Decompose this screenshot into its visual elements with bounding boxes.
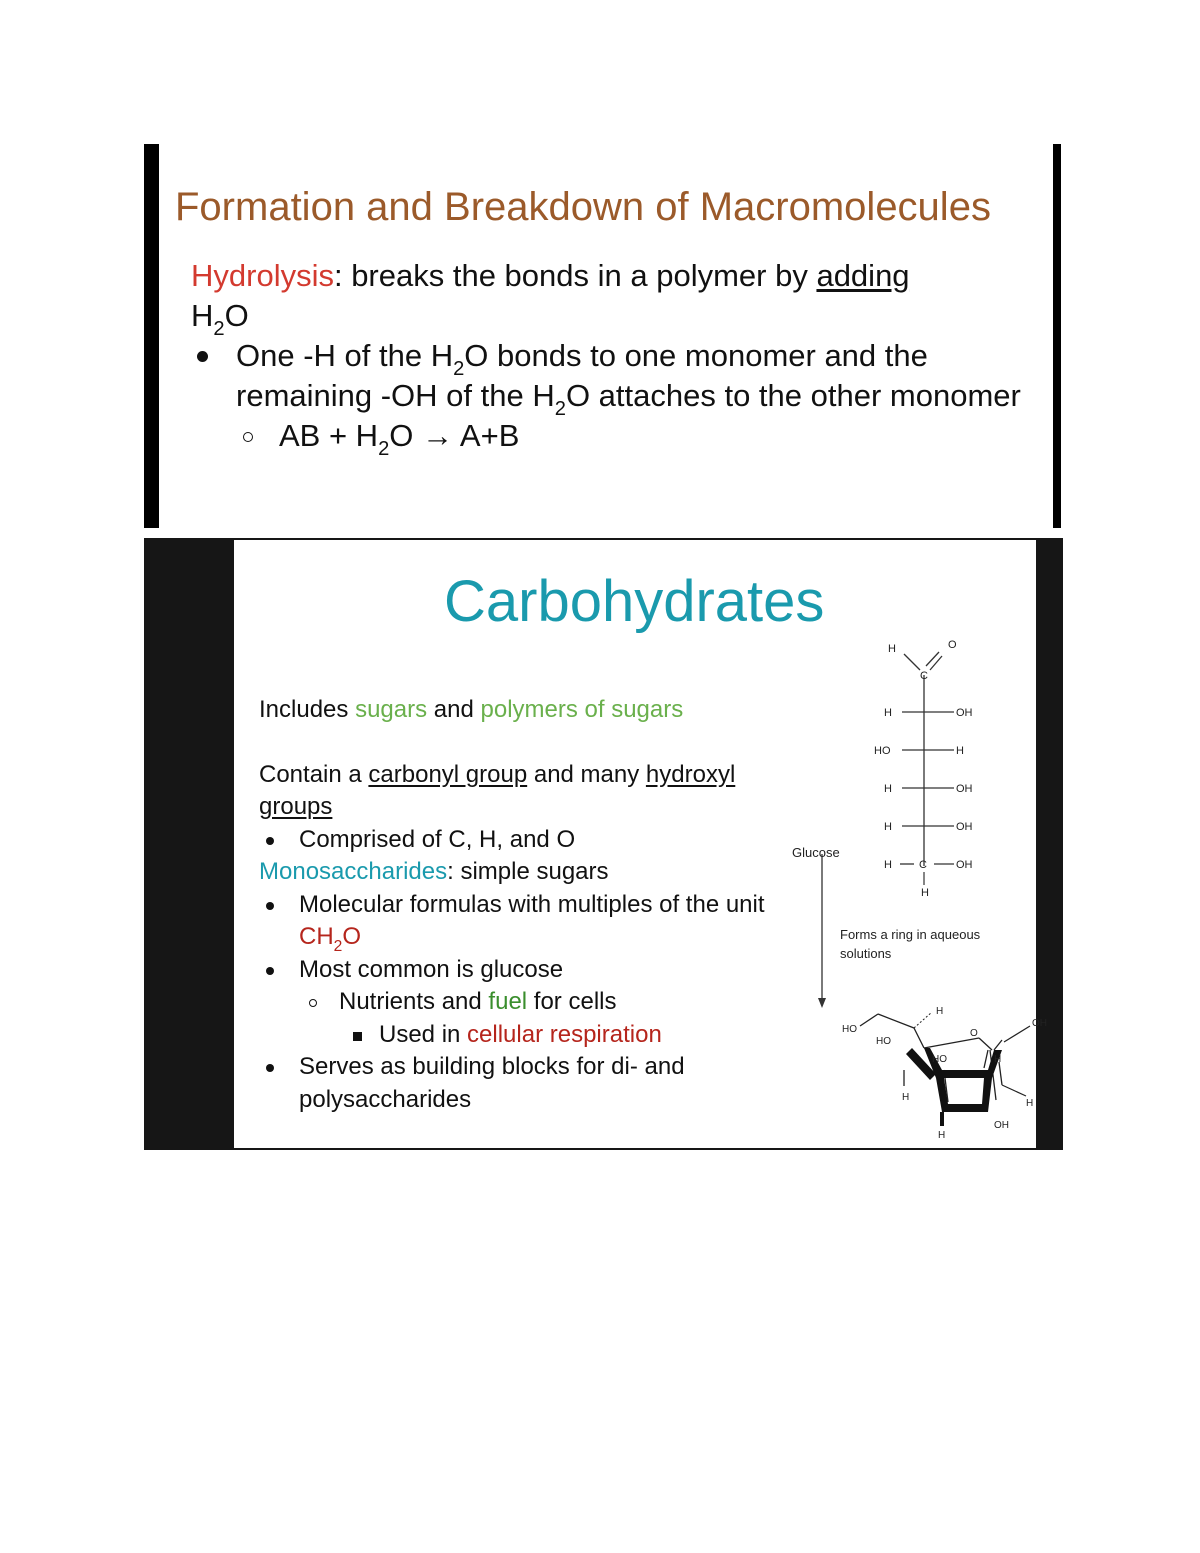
svg-text:OH: OH xyxy=(956,859,973,871)
svg-text:OH: OH xyxy=(1032,1018,1047,1029)
svg-text:H: H xyxy=(1026,1098,1034,1109)
svg-text:H: H xyxy=(936,1006,944,1017)
contain-line: Contain a carbonyl group and many hydroxyl groups xyxy=(259,760,736,820)
bullet-dot xyxy=(266,902,274,910)
slide2-content xyxy=(234,540,1047,1148)
svg-text:O: O xyxy=(948,639,957,651)
svg-text:H: H xyxy=(994,1054,1002,1065)
svg-text:H: H xyxy=(902,1092,910,1103)
svg-text:H: H xyxy=(884,783,892,795)
glucose-bullet: Most common is glucose xyxy=(259,954,779,987)
hydrolysis-equation: AB + $H_2O \to A+B$ xyxy=(191,416,1031,456)
adding-word: adding xyxy=(816,258,910,293)
nutrients-bullet: Nutrients and fuel for cells xyxy=(259,986,779,1019)
bullet-ring xyxy=(309,999,317,1007)
bullet-dot xyxy=(266,1064,274,1072)
bullet-dot xyxy=(266,967,274,975)
svg-text:H: H xyxy=(884,707,892,719)
bullet-dot xyxy=(266,837,274,845)
slide-carbohydrates xyxy=(144,538,1063,1150)
svg-text:HO: HO xyxy=(876,1036,891,1047)
svg-text:HO: HO xyxy=(842,1024,857,1035)
includes-line: Includes sugars and polymers of sugars xyxy=(259,696,684,723)
svg-text:H: H xyxy=(888,643,896,655)
ring-label-line1: Forms a ring in aqueous xyxy=(840,927,981,942)
slide2-title: Carbohydrates xyxy=(444,569,825,634)
comprised-bullet: Comprised of C, H, and O xyxy=(259,824,779,857)
serves-bullet: Serves as building blocks for di- and polysaccharides xyxy=(259,1051,779,1116)
ring-label-line2: solutions xyxy=(840,946,892,961)
svg-text:OH: OH xyxy=(956,821,973,833)
slide2-text xyxy=(259,694,779,1116)
svg-text:O: O xyxy=(970,1028,978,1039)
slide1-title: Formation and Breakdown of Macromolecules xyxy=(175,185,991,229)
bullet-square xyxy=(353,1032,362,1041)
svg-text:H: H xyxy=(938,1130,946,1141)
slide1-body xyxy=(191,256,1031,461)
respiration-bullet: Used in cellular respiration xyxy=(259,1019,779,1052)
svg-text:H: H xyxy=(921,887,929,899)
svg-text:H: H xyxy=(884,821,892,833)
svg-text:OH: OH xyxy=(956,783,973,795)
slide-formation-breakdown xyxy=(144,144,1061,528)
svg-text:HO: HO xyxy=(874,745,891,757)
svg-text:C: C xyxy=(919,859,927,871)
hydrolysis-term: Hydrolysis xyxy=(191,258,334,293)
bullet-ring xyxy=(243,432,253,442)
svg-text:C: C xyxy=(920,670,928,682)
bullet-dot xyxy=(197,351,208,362)
glucose-label: Glucose xyxy=(792,845,840,860)
svg-text:OH: OH xyxy=(994,1120,1009,1131)
svg-text:H: H xyxy=(956,745,964,757)
hydrolysis-bullet: One -H of the $H_2O$ bonds to one monomer and the remaining -OH of the $H_2O$ attaches to the other monomer xyxy=(191,336,1031,416)
svg-text:H: H xyxy=(884,859,892,871)
svg-text:OH: OH xyxy=(956,707,973,719)
svg-text:HO: HO xyxy=(932,1054,947,1065)
formula-bullet: Molecular formulas with multiples of the unit $CH_2O$ xyxy=(259,889,779,954)
monosaccharides-line: Monosaccharides: simple sugars xyxy=(259,858,609,885)
glucose-structure-diagram xyxy=(792,630,1047,1141)
hydrolysis-definition: Hydrolysis: breaks the bonds in a polymer by adding $H_2O$ xyxy=(191,258,910,341)
